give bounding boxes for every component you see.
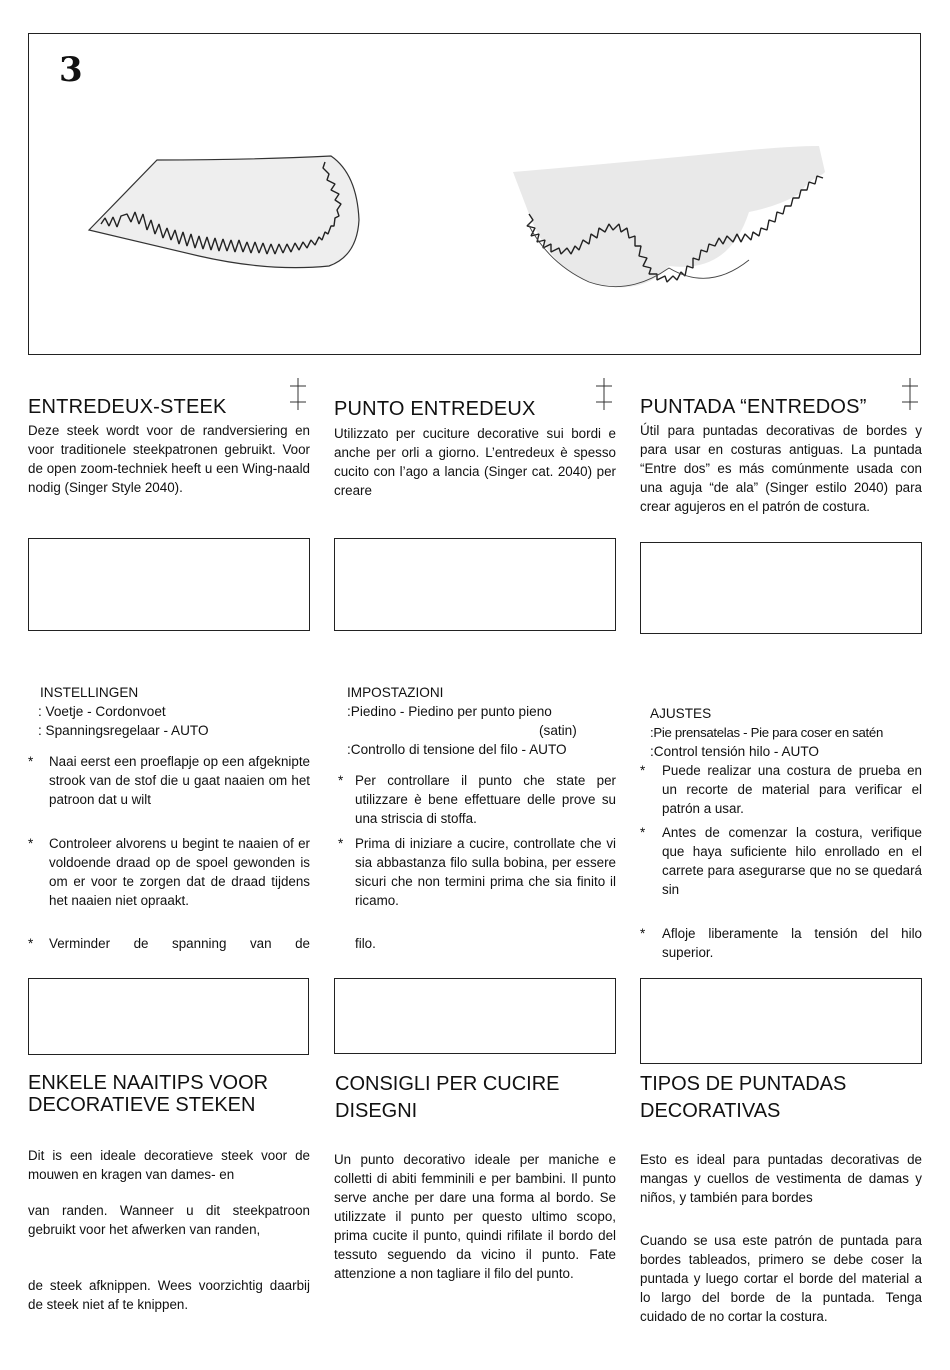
bullet-marker: *: [28, 754, 34, 769]
stitch-image-box: [640, 542, 922, 634]
intro-paragraph: Utilizzato per cuciture decorative sui bordi e anche per orli a giorno. L’entredeux è spesso cucito con l’ago a lancia (Singer cat. 2040) per creare: [334, 426, 616, 498]
section-title: PUNTO ENTREDEUX: [334, 398, 536, 420]
settings-heading: IMPOSTAZIONI: [347, 685, 444, 700]
setting-line: : Voetje - Cordonvoet: [38, 704, 166, 719]
tips-title: [335, 1071, 559, 1125]
tips-paragraph: Un punto decorativo ideale per maniche e colletti di abiti femminili e per bambini. Il punto serve anche per dare una forma al bordo. Se utilizzate il punto per questo ultimo scopo, prima cucite il punto, quindi rifilate il bordo del tessuto seguendo da vicino il punto. Fate attenzione a non tagliare il filo del punto.: [334, 1152, 616, 1281]
scalloped-fabric-piece: [513, 146, 825, 287]
stitch-image-box: [334, 538, 616, 631]
bullet-marker: *: [338, 836, 344, 851]
intro-paragraph: Útil para puntadas decorativas de bordes y para usar en costuras antiguas. La puntada “Entre dos” es más comúnmente usada con una aguja “de ala” (Singer estilo 2040) para crear agujeros en el patrón de costura.: [640, 423, 922, 514]
bullet-item: [334, 834, 616, 910]
stitch-image-box: [28, 978, 309, 1055]
setting-line: (satin): [539, 723, 577, 738]
curved-fabric-piece: [89, 156, 359, 268]
intro-paragraph: Deze steek wordt voor de randversiering en voor traditionele steekpatronen gebruikt. Voor de open zoom-techniek heeft u een Wing-naald nodig (Singer Style 2040).: [28, 423, 310, 495]
bullet-marker: *: [640, 763, 646, 778]
section-title: PUNTADA “ENTREDOS”: [640, 396, 867, 418]
setting-line: :Pie prensatelas - Pie para coser en satén: [650, 725, 883, 740]
stitch-image-box: [28, 538, 310, 631]
tips-paragraph: van randen. Wanneer u dit steekpatroon gebruikt voor het afwerken van randen,: [28, 1203, 310, 1237]
bullet-tail: filo.: [355, 936, 376, 951]
bullet-marker: *: [640, 926, 646, 941]
bullet-item: [334, 771, 616, 828]
bullet-item: [28, 934, 310, 953]
tips-title: [640, 1071, 846, 1125]
crosshair-icon-col1: [290, 378, 306, 410]
tips-paragraph: Esto es ideal para puntadas decorativas de mangas y cuellos de vestimenta de damas y niños, y también para bordes: [640, 1152, 922, 1205]
bullet-marker: *: [28, 936, 34, 951]
tips-title-line: DECORATIEVE STEKEN: [28, 1094, 256, 1116]
bullet-item: [640, 761, 922, 818]
bullet-text: Controleer alvorens u begint te naaien of er voldoende draad op de spoel gewonden is om er voor te zorgen dat de draad tijdens het naaien niet opraakt.: [49, 836, 310, 908]
bullet-item: [28, 834, 310, 910]
section-title: ENTREDEUX-STEEK: [28, 396, 227, 418]
tips-paragraph: de steek afknippen. Wees voorzichtig daarbij de steek niet af te knippen.: [28, 1278, 310, 1312]
bullet-text: Verminder de spanning van de: [49, 936, 310, 951]
tips-paragraph: Dit is een ideale decoratieve steek voor de mouwen en kragen van dames- en: [28, 1148, 310, 1182]
settings-heading: INSTELLINGEN: [40, 685, 139, 700]
tips-title: [28, 1072, 268, 1116]
crosshair-icon-col2: [596, 378, 612, 410]
stitch-image-box: [640, 978, 922, 1064]
bullet-item: [640, 823, 922, 899]
figure-number: 3: [59, 50, 83, 90]
bullet-text: Per controllare il punto che state per utilizzare è bene effettuare delle prove su una striscia di stoffa.: [355, 773, 616, 826]
setting-line: :Piedino - Piedino per punto pieno: [347, 704, 552, 719]
bullet-text: Antes de comenzar la costura, verifique que haya suficiente hilo enrollado en el carrete para asegurarse que no se quedará sin: [662, 825, 922, 897]
tips-title-line: ENKELE NAAITIPS VOOR: [28, 1072, 269, 1094]
bullet-text: Naai eerst een proeflapje op een afgeknipte strook van de stof die u gaat naaien om het patroon dat u wilt: [49, 754, 310, 807]
bullet-text: Afloje liberamente la tensión del hilo superior.: [662, 926, 922, 960]
fabric-illustration: [29, 34, 922, 356]
bullet-text: Prima di iniziare a cucire, controllate che vi sia abbastanza filo sulla bobina, per essere sicuri che non termini prima che sia finito il ricamo.: [355, 836, 616, 908]
bullet-item: [640, 924, 922, 962]
crosshair-icon-col3: [902, 378, 918, 410]
bullet-marker: *: [28, 836, 34, 851]
tips-title-line: DECORATIVAS: [640, 1100, 781, 1122]
illustration-frame: [28, 33, 921, 355]
setting-line: :Controllo di tensione del filo - AUTO: [347, 742, 567, 757]
bullet-marker: *: [338, 773, 344, 788]
setting-line: :Control tensión hilo - AUTO: [650, 744, 819, 759]
stitch-image-box: [334, 978, 616, 1054]
tips-title-line: CONSIGLI PER CUCIRE: [335, 1073, 560, 1095]
tips-paragraph: Cuando se usa este patrón de puntada para bordes tableados, primero se debe coser la puntada y luego cortar el borde del material a lo largo del borde de la puntada. Tenga cuidado de no cortar la costura.: [640, 1233, 922, 1324]
bullet-item: [28, 752, 310, 809]
tips-title-line: TIPOS DE PUNTADAS: [640, 1073, 847, 1095]
setting-line: : Spanningsregelaar - AUTO: [38, 723, 209, 738]
settings-heading: AJUSTES: [650, 706, 712, 721]
bullet-marker: *: [640, 825, 646, 840]
bullet-text: Puede realizar una costura de prueba en un recorte de material para verificar el patrón a usar.: [662, 763, 922, 816]
tips-title-line: DISEGNI: [335, 1100, 418, 1122]
